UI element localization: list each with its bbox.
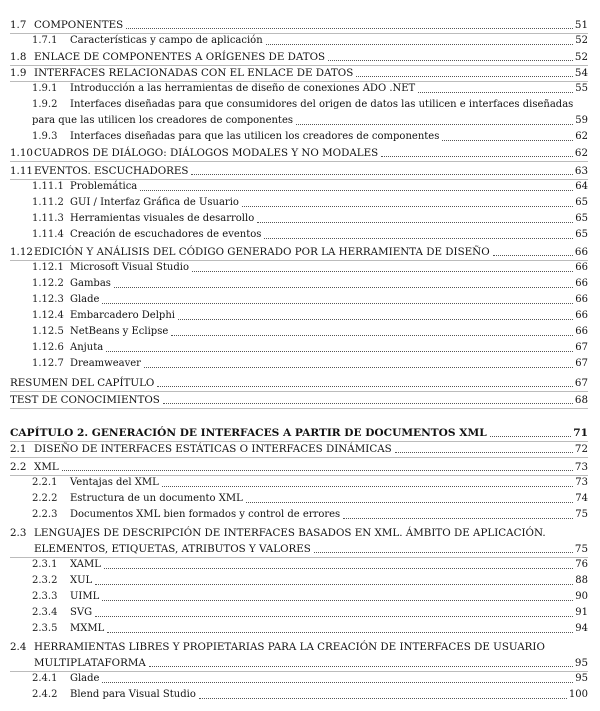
toc-entry[interactable] xyxy=(32,672,588,686)
toc-entry-title: Anjuta xyxy=(70,342,104,353)
toc-entry-page: 62 xyxy=(575,131,588,142)
toc-entry[interactable] xyxy=(32,492,588,506)
dot-leader xyxy=(163,403,573,404)
toc-entry[interactable] xyxy=(32,82,588,96)
toc-entry[interactable] xyxy=(32,508,588,522)
toc-entry-title: GUI / Interfaz Gráfica de Usuario xyxy=(70,197,239,208)
toc-entry-number: 2.3.5 xyxy=(32,623,58,634)
toc-entry-page: 66 xyxy=(575,278,588,289)
toc-entry-number: 1.9.3 xyxy=(32,131,58,142)
toc-entry-title: Documentos XML bien formados y control de errores xyxy=(70,509,341,520)
toc-entry-page: 63 xyxy=(574,165,588,177)
toc-entry-page: 72 xyxy=(574,443,588,455)
toc-entry-number: 2.3.1 xyxy=(32,559,58,570)
toc-entry[interactable] xyxy=(32,357,588,371)
toc-entry-page: 65 xyxy=(575,229,588,240)
dot-leader xyxy=(343,518,573,519)
toc-entry[interactable] xyxy=(32,341,588,355)
toc-entry[interactable] xyxy=(10,442,588,456)
toc-entry-page: 95 xyxy=(575,673,588,684)
toc-entry-page: 67 xyxy=(575,342,588,353)
toc-entry-page: 68 xyxy=(574,394,588,406)
toc-entry-page: 100 xyxy=(568,689,588,700)
toc-entry-number: 2.3 xyxy=(10,527,27,539)
toc-entry-title: Características y campo de aplicación xyxy=(70,35,263,46)
toc-entry[interactable] xyxy=(32,309,588,323)
dot-leader xyxy=(157,386,573,387)
toc-entry[interactable] xyxy=(32,325,588,339)
toc-entry-title: COMPONENTES xyxy=(34,19,124,31)
dot-leader xyxy=(242,206,573,207)
toc-entry-number: 1.12 xyxy=(10,246,33,258)
toc-entry-page: 55 xyxy=(575,83,588,94)
dot-leader xyxy=(95,616,573,617)
dot-leader xyxy=(191,174,572,175)
toc-entry-number: 2.1 xyxy=(10,443,27,455)
toc-entry-title-continued: MULTIPLATAFORMA xyxy=(34,657,146,669)
toc-entry-title: HERRAMIENTAS LIBRES Y PROPIETARIAS PARA LA CREACIÓN DE INTERFACES DE USUARIO xyxy=(34,641,545,653)
toc-entry-number: 2.3.4 xyxy=(32,607,58,618)
toc-entry-number: 1.9.2 xyxy=(32,99,58,110)
row-separator xyxy=(10,161,588,162)
toc-entry-number: 1.7 xyxy=(10,19,27,31)
toc-entry-number: 2.2.3 xyxy=(32,509,58,520)
toc-entry-page: 95 xyxy=(574,657,588,669)
toc-entry[interactable] xyxy=(32,622,588,636)
toc-entry-title-continued: para que las utilicen los creadores de componentes xyxy=(32,115,293,126)
toc-entry-number: 1.12.1 xyxy=(32,262,64,273)
toc-entry-continuation[interactable] xyxy=(32,114,588,128)
dot-leader xyxy=(381,156,573,157)
toc-entry-page: 65 xyxy=(575,213,588,224)
toc-entry-number: 1.11.3 xyxy=(32,213,64,224)
toc-entry[interactable] xyxy=(10,393,588,407)
toc-entry-title: NetBeans y Eclipse xyxy=(70,326,169,337)
toc-entry[interactable] xyxy=(32,688,588,702)
toc-entry-page: 76 xyxy=(575,559,588,570)
dot-leader xyxy=(144,367,573,368)
toc-entry[interactable] xyxy=(10,640,545,654)
toc-entry-page: 91 xyxy=(575,607,588,618)
dot-leader xyxy=(490,436,572,437)
dot-leader xyxy=(126,28,573,29)
toc-entry-number: 1.10 xyxy=(10,147,33,159)
toc-entry-number: 1.12.3 xyxy=(32,294,64,305)
toc-entry[interactable] xyxy=(32,261,588,275)
toc-entry-title: Herramientas visuales de desarrollo xyxy=(70,213,255,224)
dot-leader xyxy=(296,124,573,125)
dot-leader xyxy=(257,222,573,223)
toc-entry-continuation[interactable] xyxy=(34,656,588,670)
dot-leader xyxy=(102,682,573,683)
toc-entry-title: Microsoft Visual Studio xyxy=(70,262,189,273)
toc-entry-number: 1.12.4 xyxy=(32,310,64,321)
toc-entry[interactable] xyxy=(32,558,588,572)
toc-entry-page: 66 xyxy=(575,294,588,305)
toc-entry[interactable] xyxy=(10,146,588,160)
toc-entry-title: CAPÍTULO 2. GENERACIÓN DE INTERFACES A PARTIR DE DOCUMENTOS XML xyxy=(10,427,487,439)
toc-entry-number: 1.11.4 xyxy=(32,229,64,240)
toc-entry-page: 54 xyxy=(574,67,588,79)
toc-entry-title: RESUMEN DEL CAPÍTULO xyxy=(10,377,155,389)
dot-leader xyxy=(62,470,573,471)
toc-entry-number: 1.8 xyxy=(10,51,27,63)
row-separator xyxy=(10,408,588,409)
toc-entry-title: Introducción a las herramientas de diseño de conexiones ADO .NET xyxy=(70,83,416,94)
toc-entry-title: INTERFACES RELACIONADAS CON EL ENLACE DE DATOS xyxy=(34,67,354,79)
toc-entry-title: SVG xyxy=(70,607,93,618)
toc-entry-page: 90 xyxy=(575,591,588,602)
dot-leader xyxy=(140,190,573,191)
toc-entry-title: Glade xyxy=(70,294,100,305)
dot-leader xyxy=(107,632,573,633)
toc-entry[interactable] xyxy=(32,212,588,226)
dot-leader xyxy=(192,271,573,272)
dot-leader xyxy=(171,335,573,336)
toc-entry-title: Dreamweaver xyxy=(70,358,141,369)
toc-entry-page: 66 xyxy=(574,246,588,258)
dot-leader xyxy=(199,698,567,699)
toc-entry-title: Interfaces diseñadas para que consumidores del origen de datos las utilicen e interfaces diseñadas xyxy=(70,99,574,110)
toc-entry-number: 2.4.2 xyxy=(32,689,58,700)
toc-entry-page: 52 xyxy=(575,35,588,46)
toc-entry-title: Gambas xyxy=(70,278,111,289)
toc-entry[interactable] xyxy=(10,245,588,259)
toc-entry-number: 1.12.5 xyxy=(32,326,64,337)
toc-entry[interactable] xyxy=(10,50,588,64)
toc-entry-title: XML xyxy=(34,461,59,473)
toc-entry-number: 1.11 xyxy=(10,165,33,177)
toc-entry-title: Glade xyxy=(70,673,100,684)
toc-entry-title: TEST DE CONOCIMIENTOS xyxy=(10,394,160,406)
toc-entry-number: 1.11.2 xyxy=(32,197,64,208)
toc-entry[interactable] xyxy=(10,66,588,80)
toc-entry-page: 67 xyxy=(575,358,588,369)
toc-entry-number: 1.9.1 xyxy=(32,83,58,94)
toc-entry-page: 67 xyxy=(574,377,588,389)
toc-entry[interactable] xyxy=(10,526,546,540)
toc-entry[interactable] xyxy=(32,277,588,291)
toc-entry-page: 88 xyxy=(575,575,588,586)
toc-entry-page: 59 xyxy=(575,115,588,126)
toc-entry-title: Creación de escuchadores de eventos xyxy=(70,229,262,240)
dot-leader xyxy=(246,502,574,503)
toc-entry-page: 71 xyxy=(573,427,588,439)
toc-entry[interactable] xyxy=(10,376,588,390)
toc-entry-title: CUADROS DE DIÁLOGO: DIÁLOGOS MODALES Y NO MODALES xyxy=(34,147,379,159)
toc-entry-number: 1.12.7 xyxy=(32,358,64,369)
toc-entry-title: XAML xyxy=(70,559,101,570)
toc-entry-number: 1.7.1 xyxy=(32,35,58,46)
dot-leader xyxy=(264,238,573,239)
toc-entry-number: 1.12.2 xyxy=(32,278,64,289)
dot-leader xyxy=(178,319,573,320)
toc-entry-title: LENGUAJES DE DESCRIPCIÓN DE INTERFACES BASADOS EN XML. ÁMBITO DE APLICACIÓN. xyxy=(34,527,546,539)
toc-entry-title: Blend para Visual Studio xyxy=(70,689,196,700)
dot-leader xyxy=(493,255,573,256)
toc-entry-page: 74 xyxy=(575,493,588,504)
toc-entry-number: 1.11.1 xyxy=(32,181,64,192)
toc-entry-number: 2.2.2 xyxy=(32,493,58,504)
toc-entry-number: 2.4 xyxy=(10,641,27,653)
toc-entry-title: Embarcadero Delphi xyxy=(70,310,175,321)
toc-entry-title: XUL xyxy=(70,575,93,586)
dot-leader xyxy=(95,584,573,585)
dot-leader xyxy=(102,303,573,304)
toc-entry[interactable] xyxy=(32,590,588,604)
toc-entry[interactable] xyxy=(32,180,588,194)
dot-leader xyxy=(104,568,573,569)
toc-entry-title: Problemática xyxy=(70,181,138,192)
toc-entry[interactable] xyxy=(32,228,588,242)
toc-entry-title: Interfaces diseñadas para que las utilicen los creadores de componentes xyxy=(70,131,440,142)
toc-entry-number: 2.4.1 xyxy=(32,673,58,684)
toc-entry-title: MXML xyxy=(70,623,105,634)
dot-leader xyxy=(418,92,573,93)
dot-leader xyxy=(314,552,573,553)
toc-entry-page: 94 xyxy=(575,623,588,634)
row-separator xyxy=(10,391,588,392)
dot-leader xyxy=(106,351,573,352)
toc-entry[interactable] xyxy=(32,574,588,588)
toc-entry-title: Ventajas del XML xyxy=(70,477,159,488)
toc-entry-page: 73 xyxy=(574,461,588,473)
toc-entry[interactable] xyxy=(32,196,588,210)
dot-leader xyxy=(356,76,573,77)
toc-entry-title: Estructura de un documento XML xyxy=(70,493,243,504)
dot-leader xyxy=(266,44,574,45)
toc-entry[interactable] xyxy=(32,476,588,490)
toc-entry[interactable] xyxy=(32,606,588,620)
dot-leader xyxy=(114,287,573,288)
toc-entry-title-continued: ELEMENTOS, ETIQUETAS, ATRIBUTOS Y VALORES xyxy=(34,543,311,555)
dot-leader xyxy=(395,452,573,453)
toc-entry-page: 66 xyxy=(575,262,588,273)
toc-entry-number: 2.3.3 xyxy=(32,591,58,602)
toc-entry-page: 73 xyxy=(575,477,588,488)
toc-entry-page: 51 xyxy=(574,19,588,31)
toc-entry-number: 2.2 xyxy=(10,461,27,473)
row-separator xyxy=(10,457,588,458)
toc-entry[interactable] xyxy=(10,164,588,178)
dot-leader xyxy=(442,140,573,141)
toc-entry-page: 75 xyxy=(575,509,588,520)
toc-entry-title: ENLACE DE COMPONENTES A ORÍGENES DE DATOS xyxy=(34,51,326,63)
toc-entry[interactable] xyxy=(32,34,588,48)
toc-entry-page: 64 xyxy=(575,181,588,192)
toc-entry-page: 62 xyxy=(574,147,588,159)
toc-entry-title: DISEÑO DE INTERFACES ESTÁTICAS O INTERFACES DINÁMICAS xyxy=(34,443,392,455)
toc-entry[interactable] xyxy=(32,293,588,307)
dot-leader xyxy=(162,486,574,487)
toc-entry-page: 52 xyxy=(574,51,588,63)
toc-entry[interactable] xyxy=(10,426,588,440)
toc-entry-continuation[interactable] xyxy=(34,542,588,556)
toc-entry-title: EVENTOS. ESCUCHADORES xyxy=(34,165,189,177)
toc-entry[interactable] xyxy=(10,18,588,32)
toc-entry[interactable] xyxy=(10,460,588,474)
dot-leader xyxy=(149,666,573,667)
toc-entry-page: 75 xyxy=(574,543,588,555)
toc-entry-title: EDICIÓN Y ANÁLISIS DEL CÓDIGO GENERADO POR LA HERRAMIENTA DE DISEÑO xyxy=(34,246,490,258)
toc-entry-number: 2.3.2 xyxy=(32,575,58,586)
toc-entry-number: 1.9 xyxy=(10,67,27,79)
toc-entry-title: UIML xyxy=(70,591,100,602)
toc-entry-page: 66 xyxy=(575,310,588,321)
dot-leader xyxy=(328,60,573,61)
toc-entry-number: 2.2.1 xyxy=(32,477,58,488)
toc-entry-page: 65 xyxy=(575,197,588,208)
toc-entry[interactable] xyxy=(32,130,588,144)
toc-entry-page: 66 xyxy=(575,326,588,337)
toc-entry-number: 1.12.6 xyxy=(32,342,64,353)
dot-leader xyxy=(102,600,573,601)
toc-entry[interactable] xyxy=(32,98,573,112)
